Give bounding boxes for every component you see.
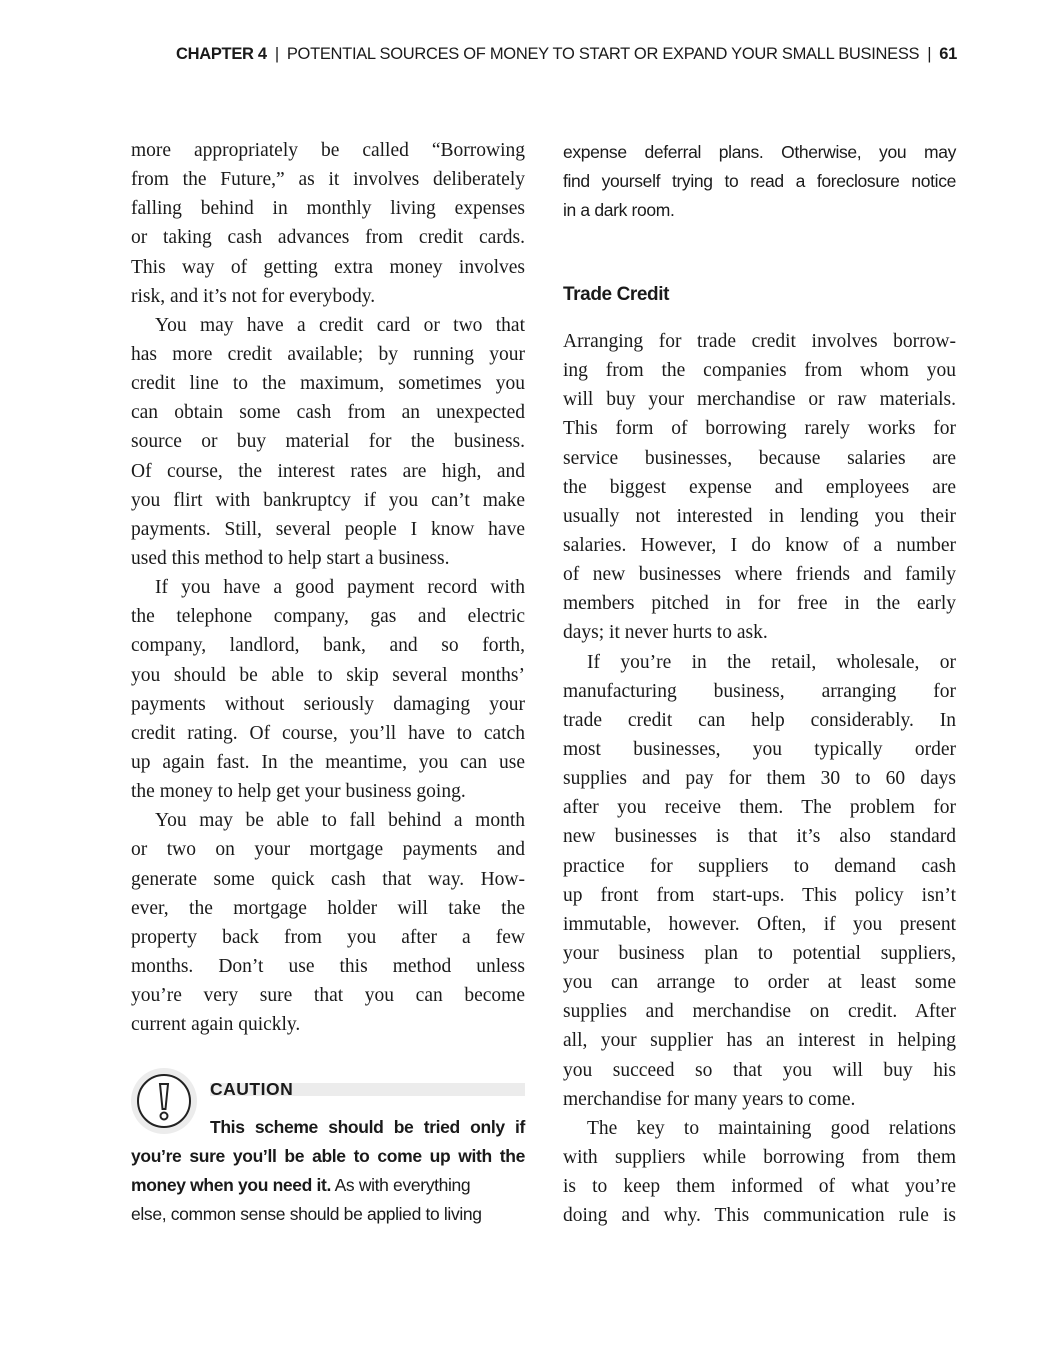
text-line: your business plan to potential suppliers, <box>563 942 956 964</box>
text-line: doing and why. This communication rule is <box>563 1205 956 1227</box>
text-line: most businesses, you typically order <box>563 738 956 760</box>
text-line: or taking cash advances from credit cards. <box>131 227 525 249</box>
text-line: the telephone company, gas and electric <box>131 606 525 628</box>
text-line: source or buy material for the business. <box>131 431 525 453</box>
text-line: after you receive them. The problem for <box>563 797 956 819</box>
text-line: expense deferral plans. Otherwise, you may <box>563 142 956 162</box>
text-line: the money to help get your business going. <box>131 781 466 803</box>
text-line: you should be able to skip several months’ <box>131 664 525 686</box>
paragraph <box>131 311 525 573</box>
text-line: the biggest expense and employees are <box>563 476 956 498</box>
running-header <box>176 45 957 64</box>
caution-label: CAUTION <box>210 1079 294 1099</box>
text-line: or two on your mortgage payments and <box>131 839 525 861</box>
text-line: find yourself trying to read a foreclosure notice <box>563 171 956 192</box>
chapter-label: CHAPTER 4 <box>176 45 267 63</box>
right-column-continuation <box>563 138 956 225</box>
text-line: you succeed so that you will buy his <box>563 1059 956 1081</box>
text-line: trade credit can help considerably. In <box>563 709 956 731</box>
text-line: supplies and merchandise on credit. After <box>563 1001 956 1023</box>
text-line: credit rating. Of course, you’ll have to catch <box>131 722 525 744</box>
text-line: practice for suppliers to demand cash <box>563 855 956 877</box>
text-line: If you have a good payment record with <box>155 577 525 599</box>
text-line: members pitched in for free in the early <box>563 593 956 615</box>
text-line: payments. Still, several people I know have <box>131 518 525 540</box>
text-line: payments without seriously damaging your <box>131 693 525 715</box>
paragraph <box>563 1114 956 1231</box>
text-line: company, landlord, bank, and so forth, <box>131 635 525 657</box>
caution-body-text: As with everything <box>331 1175 471 1196</box>
caution-bold-text: This scheme should be tried only if <box>210 1117 525 1137</box>
text-line: credit line to the maximum, sometimes you <box>131 373 525 395</box>
text-line: days; it never hurts to ask. <box>563 622 768 644</box>
text-line: is to keep them informed of what you’re <box>563 1176 956 1198</box>
text-line: of new businesses where friends and family <box>563 564 956 586</box>
caution-bold-text: money when you need it. <box>131 1175 332 1196</box>
text-line: ever, the mortgage holder will take the <box>131 897 525 919</box>
text-line: you flirt with bankruptcy if you can’t make <box>131 489 525 511</box>
text-line: has more credit available; by running your <box>131 343 525 365</box>
paragraph <box>563 648 956 1114</box>
text-line: ing from the companies from whom you <box>563 360 956 382</box>
text-line: You may be able to fall behind a month <box>155 810 525 832</box>
text-line: from the Future,” as it involves deliberately <box>131 169 525 191</box>
text-line: usually not interested in lending you their <box>563 505 956 527</box>
text-line: you’re very sure that you can become <box>131 985 525 1007</box>
caution-bold-text: you’re sure you’ll be able to come up with the <box>131 1146 525 1167</box>
paragraph <box>131 806 525 1039</box>
paragraph <box>563 327 956 648</box>
paragraph <box>131 573 525 806</box>
text-line: This way of getting extra money involves <box>131 256 525 278</box>
text-line: property back from you after a few <box>131 926 525 948</box>
section-heading: Trade Credit <box>563 284 670 305</box>
left-column <box>131 136 525 1039</box>
text-line: more appropriately be called “Borrowing <box>131 140 525 161</box>
right-column <box>563 327 956 1230</box>
caution-body-text: else, common sense should be applied to living <box>131 1204 482 1225</box>
text-line: used this method to help start a business. <box>131 547 450 569</box>
text-line: with suppliers while borrowing from them <box>563 1146 956 1168</box>
text-line: all, your supplier has an interest in helping <box>563 1030 956 1052</box>
text-line: will buy your merchandise or raw materials. <box>563 389 956 411</box>
text-line: The key to maintaining good relations <box>587 1117 956 1139</box>
text-line: merchandise for many years to come. <box>563 1088 856 1110</box>
text-line: in a dark room. <box>563 200 675 221</box>
text-line: can obtain some cash from an unexpected <box>131 402 525 424</box>
text-line: If you’re in the retail, wholesale, or <box>587 651 956 673</box>
text-line: up again fast. In the meantime, you can use <box>131 751 525 773</box>
text-line: This form of borrowing rarely works for <box>563 418 956 440</box>
text-line: service businesses, because salaries are <box>563 447 956 469</box>
text-line: current again quickly. <box>131 1014 301 1036</box>
caution-text <box>131 1113 525 1230</box>
text-line: immutable, however. Often, if you present <box>563 913 956 935</box>
text-line: manufacturing business, arranging for <box>563 680 956 702</box>
text-line: generate some quick cash that way. How- <box>131 868 525 890</box>
text-line: supplies and pay for them 30 to 60 days <box>563 768 956 790</box>
text-line: new businesses is that it’s also standard <box>563 826 956 848</box>
text-line: up front from start-ups. This policy isn’t <box>563 884 956 906</box>
header-divider: | <box>927 45 932 63</box>
text-line: falling behind in monthly living expenses <box>131 198 525 220</box>
header-divider: | <box>274 45 279 63</box>
text-line: Arranging for trade credit involves borrow- <box>563 331 956 352</box>
text-line: salaries. However, I do know of a number <box>563 534 956 556</box>
paragraph <box>131 136 525 311</box>
text-line: You may have a credit card or two that <box>155 314 525 336</box>
text-line: you can arrange to order at least some <box>563 972 956 994</box>
text-line: months. Don’t use this method unless <box>131 955 525 977</box>
text-line: Of course, the interest rates are high, and <box>131 460 525 482</box>
text-line: risk, and it’s not for everybody. <box>131 285 376 307</box>
chapter-title: POTENTIAL SOURCES OF MONEY TO START OR EXPAND YOUR SMALL BUSINESS <box>286 45 920 63</box>
page-number: 61 <box>939 45 957 63</box>
